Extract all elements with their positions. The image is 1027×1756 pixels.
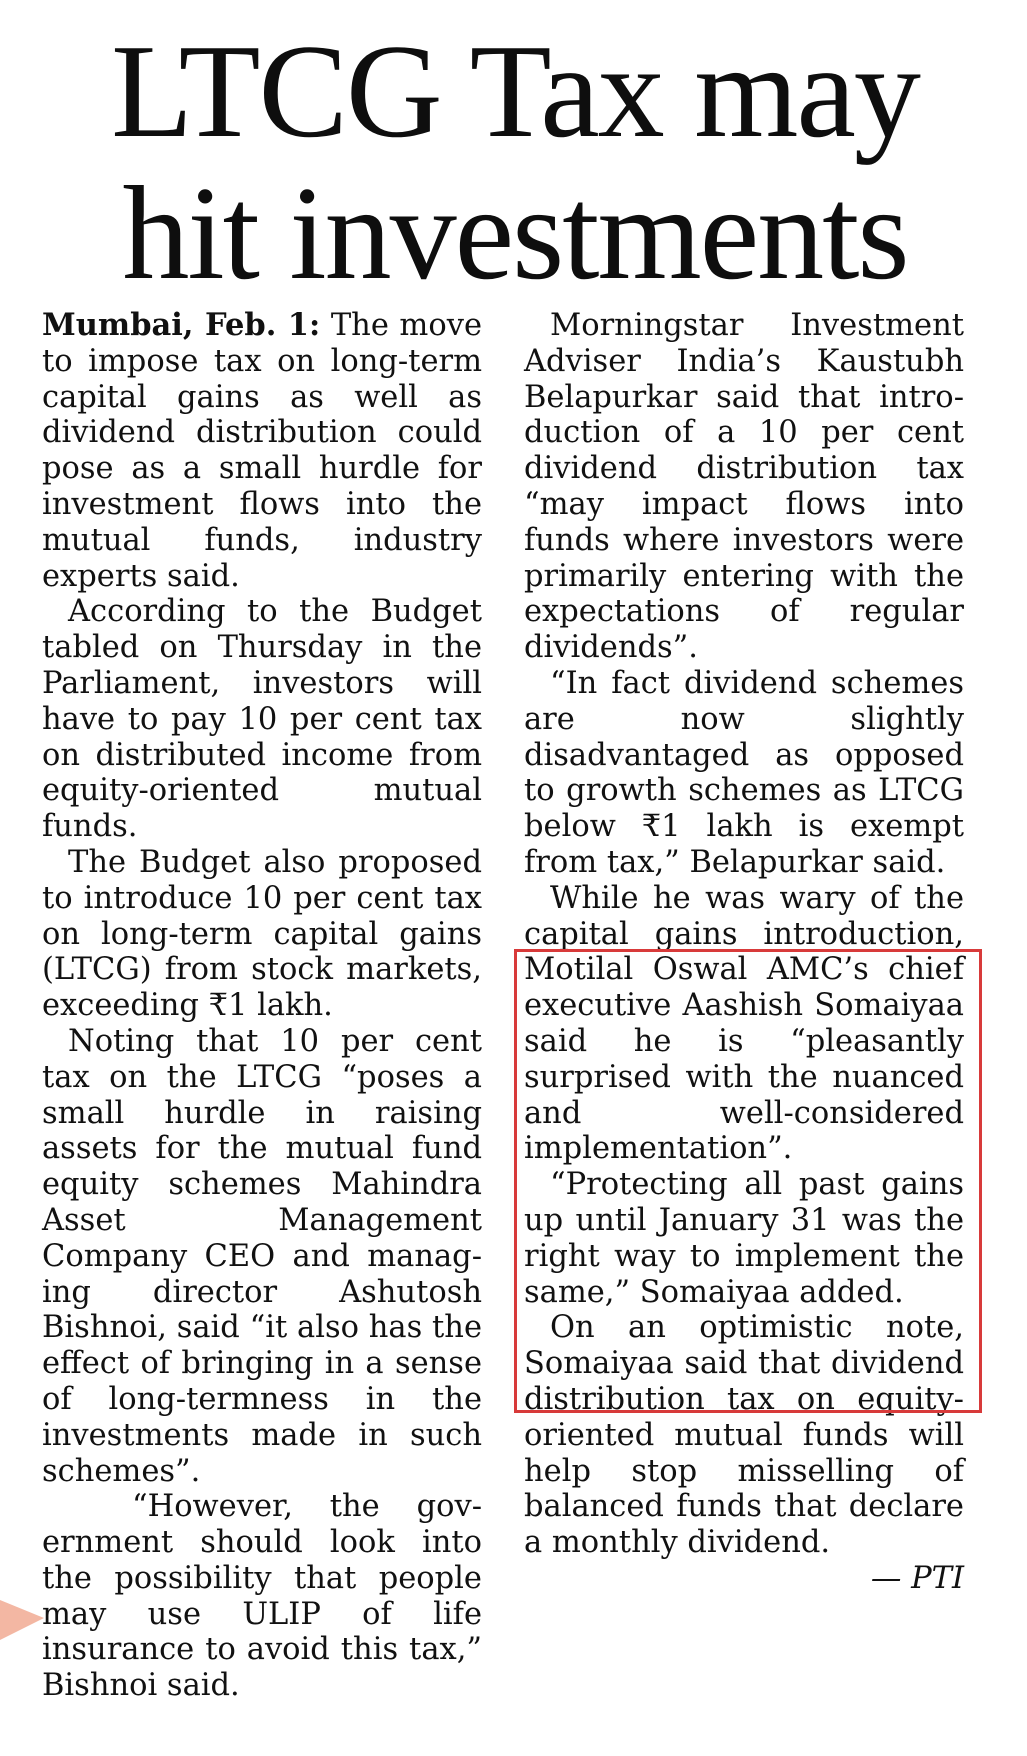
paragraph-8: While he was wary of the capital gains introduction, Motilal Oswal AMC’s chief executive Aashish Somaiyaa said he is “pleasantly surprised with the nuanced and well-considered implementation”. <box>524 880 964 1167</box>
paragraph-6: Morningstar Investment Adviser India’s Kaustubh Belapurkar said that introduction of a 10 per cent dividend distribution tax “may impact flows into funds where investors were primarily entering with the expectations of regular dividends”. <box>524 308 964 666</box>
highlight-box <box>514 949 982 1413</box>
dateline: Mumbai, Feb. 1: <box>42 307 321 343</box>
paragraph-10: On an optimistic note, Somaiyaa said that dividend distribution tax on equity-oriented mutual funds will help stop misselling of balanced funds that declare a monthly dividend. <box>524 1310 964 1561</box>
paragraph-7: “In fact dividend schemes are now slightly disadvantaged as opposed to growth schemes as LTCG below ₹1 lakh is exempt from tax,” Belapurkar said. <box>524 665 964 880</box>
paragraph-2: According to the Budget tabled on Thursday in the Parliament, investors will have to pay 10 per cent tax on distributed income from equity-oriented mutual funds. <box>42 594 482 845</box>
paragraph-5: “However, the government should look into the possibility that people may use ULIP of life insurance to avoid this tax,” Bishnoi said. <box>42 1489 482 1704</box>
paragraph-1 <box>42 308 482 594</box>
paragraph-1-text: The move to impose tax on long-term capital gains as well as dividend distribution could pose as a small hurdle for investment flows into the mutual funds, industry experts said. <box>42 308 482 594</box>
byline: — PTI <box>870 1560 964 1596</box>
paragraph-9: “Protecting all past gains up until January 31 was the right way to implement the same,” Somaiyaa added. <box>524 1167 964 1310</box>
headline-line-1: LTCG Tax may <box>111 17 919 165</box>
article-column-left <box>42 308 482 1704</box>
headline-line-2: hit investments <box>122 159 908 307</box>
paragraph-4: Noting that 10 per cent tax on the LTCG “poses a small hurdle in raising assets for the mutual fund equity schemes Mahindra Asset Management Company CEO and managing director Ashutosh Bishnoi, said “it also has the effect of bringing in a sense of long-termness in the investments made in such schemes”. <box>42 1023 482 1489</box>
corner-decoration <box>0 1600 44 1640</box>
headline <box>40 17 990 307</box>
paragraph-3: The Budget also proposed to introduce 10 per cent tax on long-term capital gains (LTCG) from stock markets, exceeding ₹1 lakh. <box>42 844 482 1024</box>
